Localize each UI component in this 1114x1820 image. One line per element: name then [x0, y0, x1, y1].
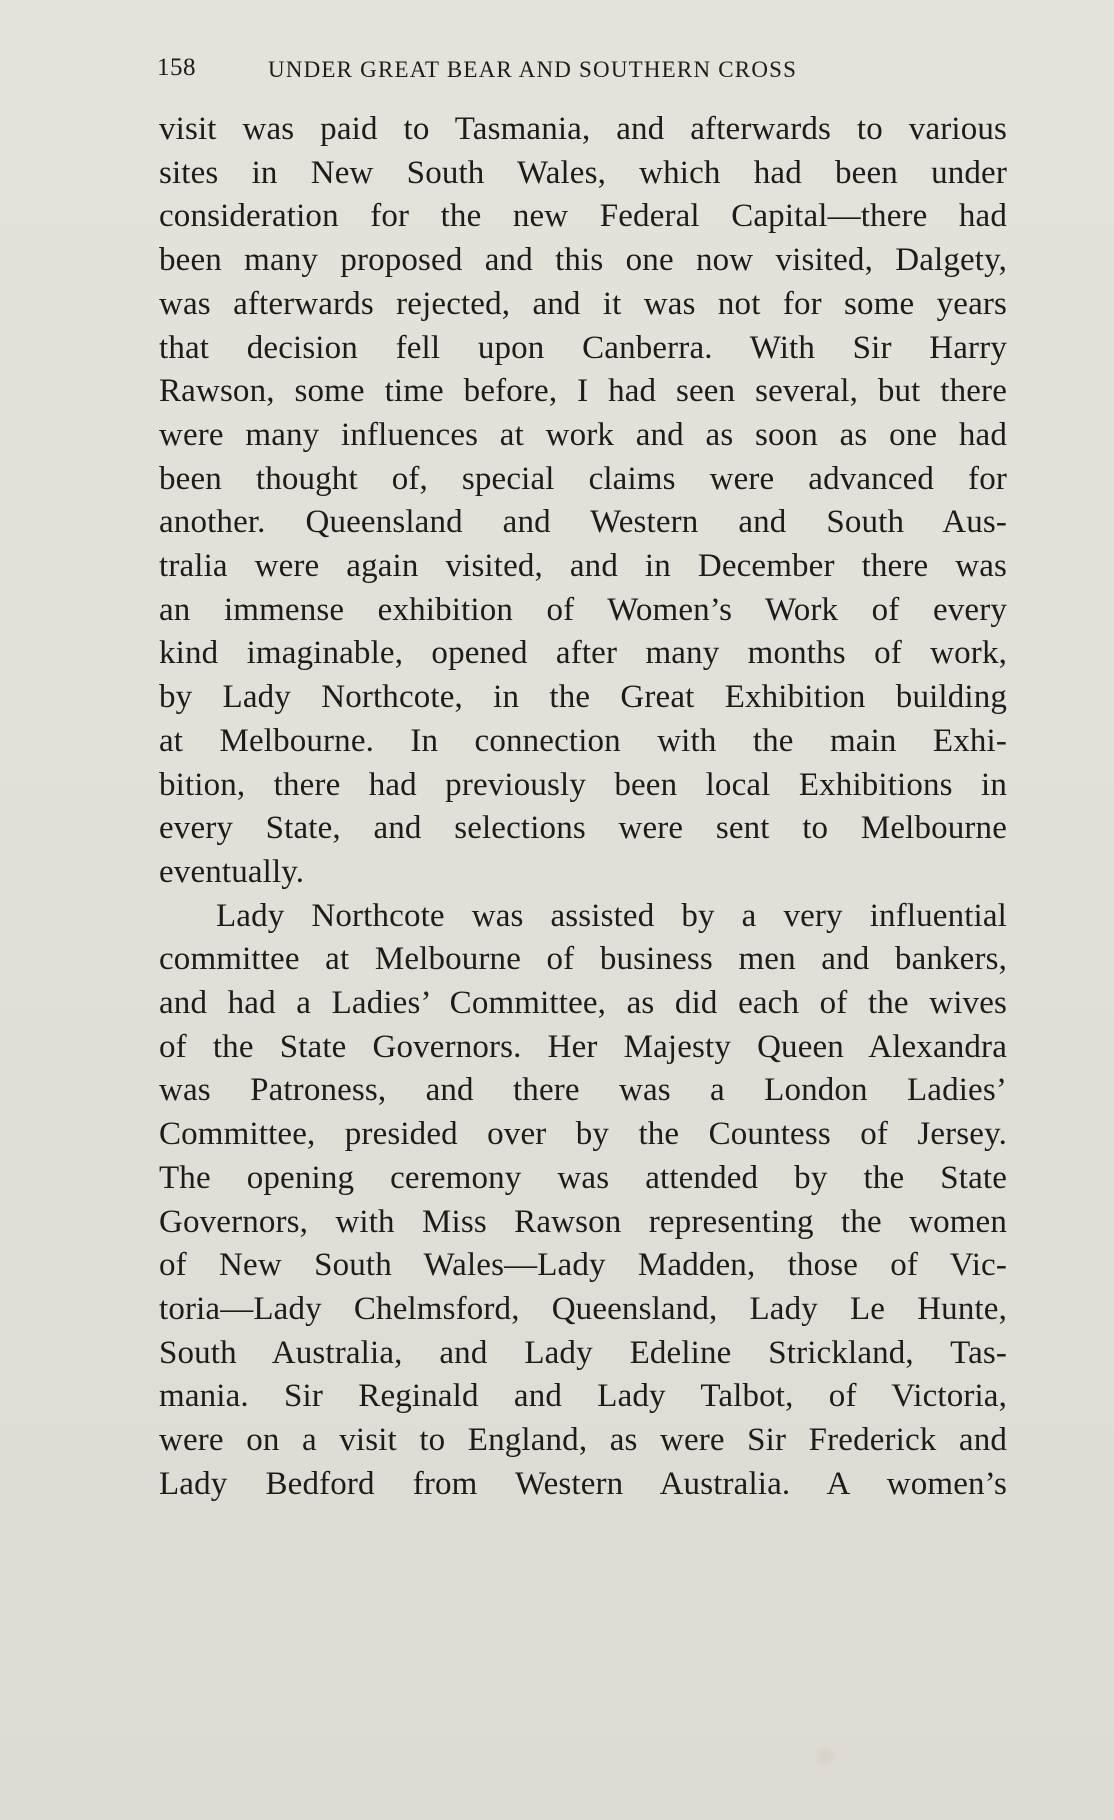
text-line: at Melbourne. In connection with the main Exhi- [159, 722, 1007, 759]
text-line: toria—Lady Chelmsford, Queensland, Lady Le Hunte, [159, 1290, 1007, 1327]
text-line: that decision fell upon Canberra. With Sir Harry [159, 329, 1007, 366]
text-line: an immense exhibition of Women’s Work of every [159, 591, 1007, 628]
text-line: Lady Bedford from Western Australia. A women’s [159, 1465, 1007, 1502]
text-line: committee at Melbourne of business men and bankers, [159, 941, 1007, 978]
text-line: by Lady Northcote, in the Great Exhibition building [159, 679, 1007, 716]
text-line: and had a Ladies’ Committee, as did each of the wives [159, 985, 1007, 1022]
text-line: was Patroness, and there was a London Ladies’ [159, 1072, 1007, 1109]
page-header [157, 54, 1007, 94]
text-line: bition, there had previously been local Exhibitions in [159, 766, 1007, 803]
text-line: Governors, with Miss Rawson representing the women [159, 1203, 1007, 1240]
text-line: been thought of, special claims were advanced for [159, 460, 1007, 497]
text-line: sites in New South Wales, which had been under [159, 154, 1007, 191]
text-line: were on a visit to England, as were Sir Frederick and [159, 1422, 1007, 1459]
text-line: tralia were again visited, and in December there was [159, 548, 1007, 585]
text-line: mania. Sir Reginald and Lady Talbot, of Victoria, [159, 1378, 1007, 1415]
text-line: were many influences at work and as soon as one had [159, 416, 1007, 453]
text-line: of New South Wales—Lady Madden, those of Vic- [159, 1247, 1007, 1284]
text-line: eventually. [159, 853, 305, 890]
text-line: been many proposed and this one now visited, Dalgety, [159, 242, 1007, 279]
text-line: South Australia, and Lady Edeline Strickland, Tas- [159, 1334, 1007, 1371]
text-line: was afterwards rejected, and it was not for some years [159, 285, 1007, 322]
text-line: kind imaginable, opened after many months of work, [159, 635, 1007, 672]
paper-blemish [815, 1745, 835, 1767]
paragraph-2 [159, 895, 1007, 1507]
text-line: Lady Northcote was assisted by a very influential [216, 897, 1007, 934]
text-line: Rawson, some time before, I had seen several, but there [159, 373, 1007, 410]
text-line: consideration for the new Federal Capital—there had [159, 198, 1007, 235]
text-line: The opening ceremony was attended by the State [159, 1159, 1007, 1196]
body-text [159, 108, 1007, 1507]
page-number: 158 [157, 54, 196, 81]
text-line: of the State Governors. Her Majesty Queen Alexandra [159, 1028, 1007, 1065]
text-line: another. Queensland and Western and South Aus- [159, 504, 1007, 541]
paragraph-1 [159, 108, 1007, 895]
text-line: visit was paid to Tasmania, and afterwards to various [159, 111, 1007, 147]
text-line: Committee, presided over by the Countess of Jersey. [159, 1116, 1007, 1153]
text-line: every State, and selections were sent to Melbourne [159, 810, 1007, 847]
running-head: UNDER GREAT BEAR AND SOUTHERN CROSS [268, 57, 798, 82]
